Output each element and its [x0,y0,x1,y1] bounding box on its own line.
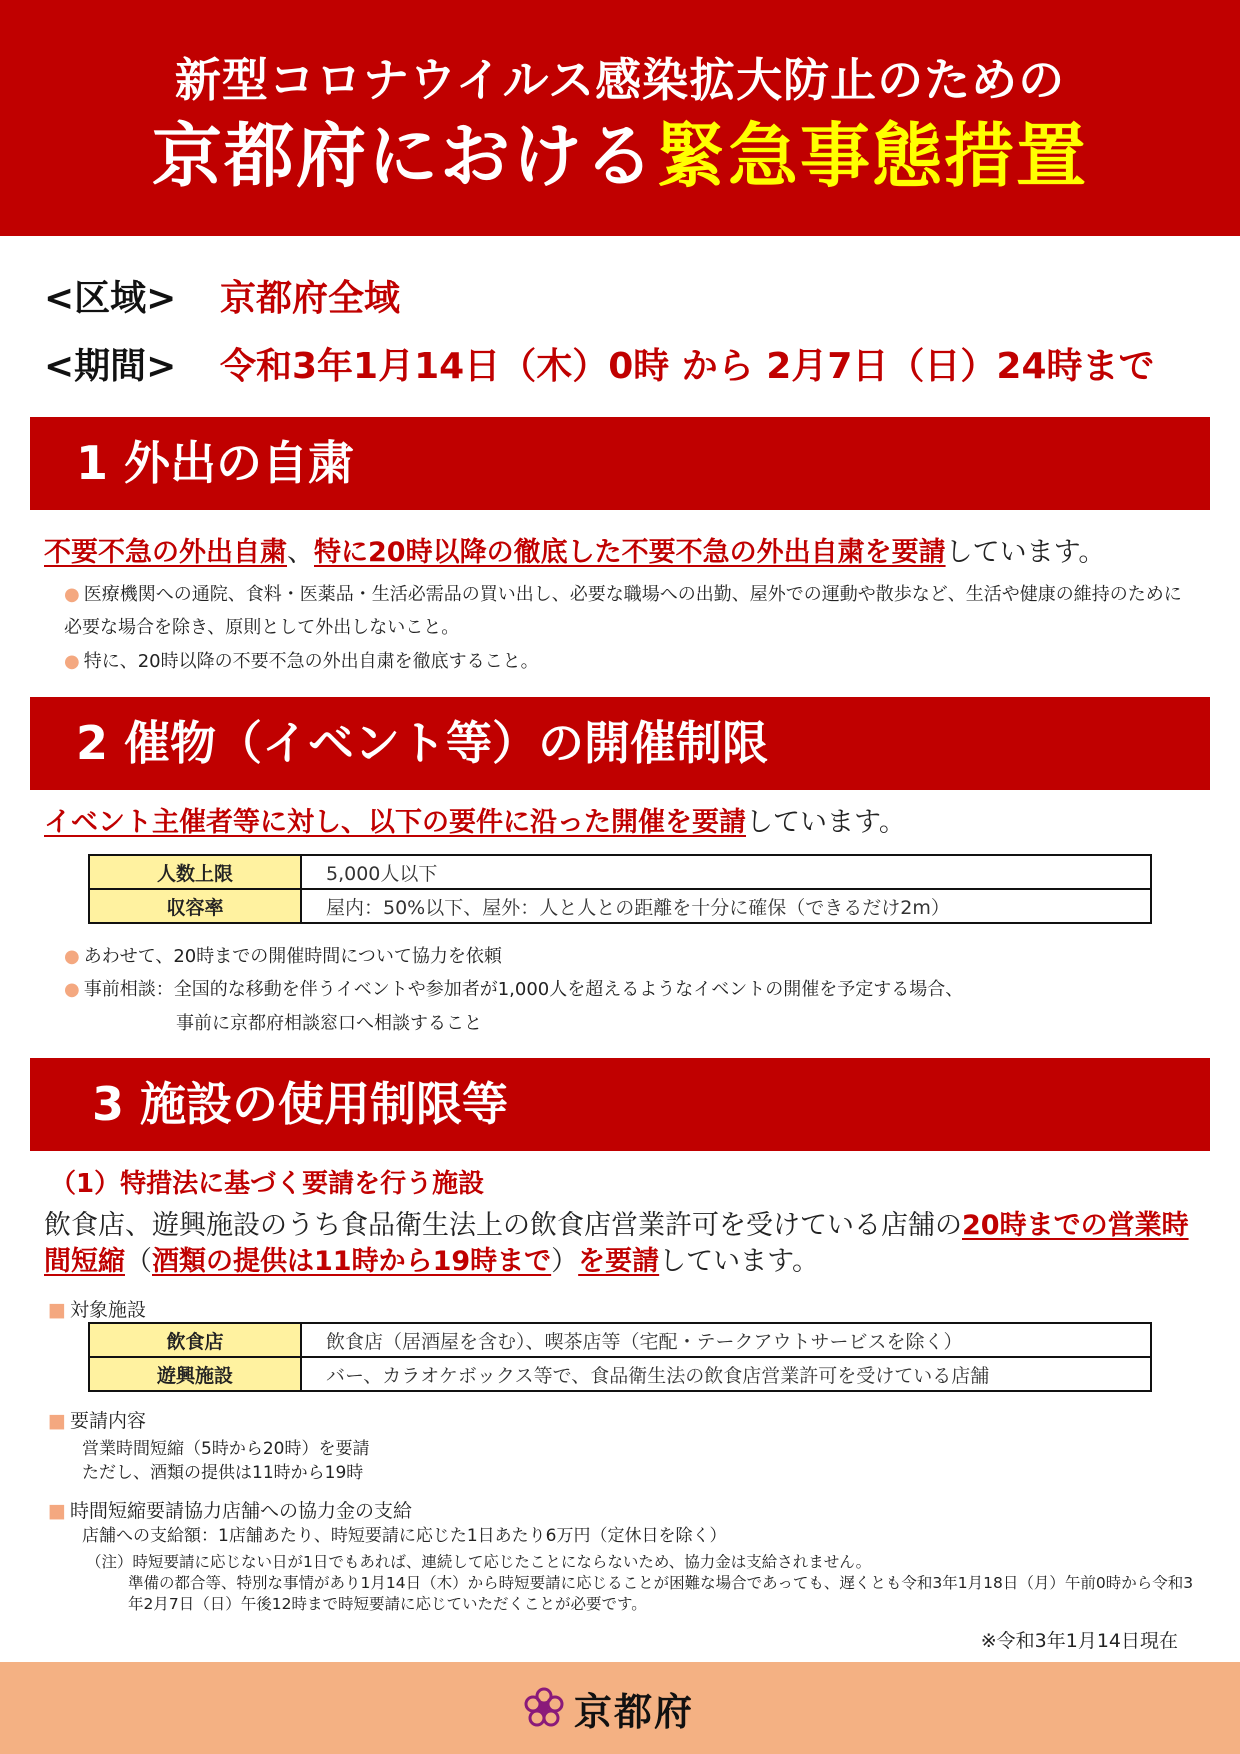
table-row [89,855,1151,889]
section2-bullet-2-cont: 事前に京都府相談窓口へ相談すること [176,1013,482,1034]
square-bullet-icon: ■ [48,1500,66,1522]
table-value-cell: 飲食店（居酒屋を含む）、喫茶店等（宅配・テークアウトサービスを除く） [301,1323,1151,1357]
kyoto-emblem-icon [522,1686,566,1730]
area-value: 京都府全域 [220,278,401,319]
title-line-2-plain: 京都府における [152,115,656,197]
area-row [44,270,400,321]
note-line-1: （注）時短要請に応じない日が1日でもあれば、連続して応じたことにならないため、協力金は支給されません。 [86,1553,872,1571]
section1-lead-tail: しています。 [945,537,1106,568]
note-line-2: 準備の都合等、特別な事情があり1月14日（木）から時短要請に応じることが困難な場合であっても、遅くとも令和3年1月18日（月）午前0時から令和3年2月7日（日）午後12時まで時短要請に応じていただくことが必要です。 [128,1574,1194,1613]
section1-bullet-2: ● 特に、20時以降の不要不急の外出自粛を徹底すること。 [64,651,539,672]
target-facilities-label: ■ 対象施設 [48,1299,146,1321]
as-of-date: ※令和3年1月14日現在 [980,1630,1178,1652]
period-label: <期間> [44,346,177,387]
period-value: 令和3年1月14日（木）0時 から 2月7日（日）24時まで [220,346,1155,387]
section2-bullet-1: ● あわせて、20時までの開催時間について協力を依頼 [64,946,502,967]
section3-header: 3 施設の使用制限等 [30,1058,1210,1151]
title-line-1: 新型コロナウイルス感染拡大防止のための [174,53,1066,107]
event-requirements-table [88,854,1152,924]
org-name: 京都府 [574,1689,695,1734]
title-line-2 [0,100,1240,201]
title-banner [0,0,1240,236]
kyoto-prefecture-logo [522,1682,694,1734]
table-head-cell: 飲食店 [89,1323,301,1357]
section2-bullet-2: ● 事前相談：全国的な移動を伴うイベントや参加者が1,000人を超えるようなイベントの開催を予定する場合、 [64,979,964,1000]
section1-lead-sep: 、 [287,537,314,568]
section3-emph-1: 20時までの営業時間短縮 [44,1210,1189,1277]
square-bullet-icon: ■ [48,1410,66,1432]
table-value-cell: 屋内：50%以下、屋外：人と人との距離を十分に確保（できるだけ2m） [301,889,1151,923]
payment-line: 店舗への支給額：1店舗あたり、時短要請に応じた1日あたり6万円（定休日を除く） [82,1526,727,1546]
request-line-1: 営業時間短縮（5時から20時）を要請 [82,1439,370,1459]
table-head-cell: 収容率 [89,889,301,923]
area-label: <区域> [44,278,177,319]
section2-lead [44,800,906,839]
table-head-cell: 人数上限 [89,855,301,889]
section3-subtitle: （1）特措法に基づく要請を行う施設 [50,1169,485,1199]
table-row [89,1357,1151,1391]
bullet-dot-icon: ● [64,584,80,605]
request-content-label: ■ 要請内容 [48,1410,146,1432]
section2-lead-emph: イベント主催者等に対し、以下の要件に沿った開催を要請 [44,807,746,838]
section1-lead-emph1: 不要不急の外出自粛 [44,537,287,568]
section1-header: 1 外出の自粛 [30,417,1210,510]
section3-emph-2: 酒類の提供は11時から19時まで [152,1246,552,1277]
bullet-dot-icon: ● [64,979,80,1000]
section1-lead-emph2: 特に20時以降の徹底した不要不急の外出自粛を要請 [314,537,946,568]
period-row [44,338,1155,389]
table-value-cell: バー、カラオケボックス等で、食品衛生法の飲食店営業許可を受けている店舗 [301,1357,1151,1391]
section3-body: 飲食店、遊興施設のうち食品衛生法上の飲食店営業許可を受けている店舗の20時までの営業時間短縮（酒類の提供は11時から19時まで）を要請しています。 [44,1210,1189,1277]
section2-header: 2 催物（イベント等）の開催制限 [30,697,1210,790]
section3-emph-3: を要請 [578,1246,660,1277]
bullet-dot-icon: ● [64,651,80,672]
table-row [89,889,1151,923]
square-bullet-icon: ■ [48,1299,66,1321]
section1-bullet-1: ● 医療機関への通院、食料・医薬品・生活必需品の買い出し、必要な職場への出勤、屋外での運動や散歩など、生活や健康の維持のために必要な場合を除き、原則として外出しないこと。 [64,584,1182,638]
title-line-2-highlight: 緊急事態措置 [656,115,1088,197]
bullet-dot-icon: ● [64,946,80,967]
target-facilities-table [88,1322,1152,1392]
table-value-cell: 5,000人以下 [301,855,1151,889]
table-head-cell: 遊興施設 [89,1357,301,1391]
table-row [89,1323,1151,1357]
footer [0,1662,1240,1754]
section2-lead-tail: しています。 [746,807,906,838]
payment-label: ■ 時間短縮要請協力店舗への協力金の支給 [48,1500,412,1522]
section1-lead [44,530,1105,569]
request-line-2: ただし、酒類の提供は11時から19時 [82,1463,364,1483]
